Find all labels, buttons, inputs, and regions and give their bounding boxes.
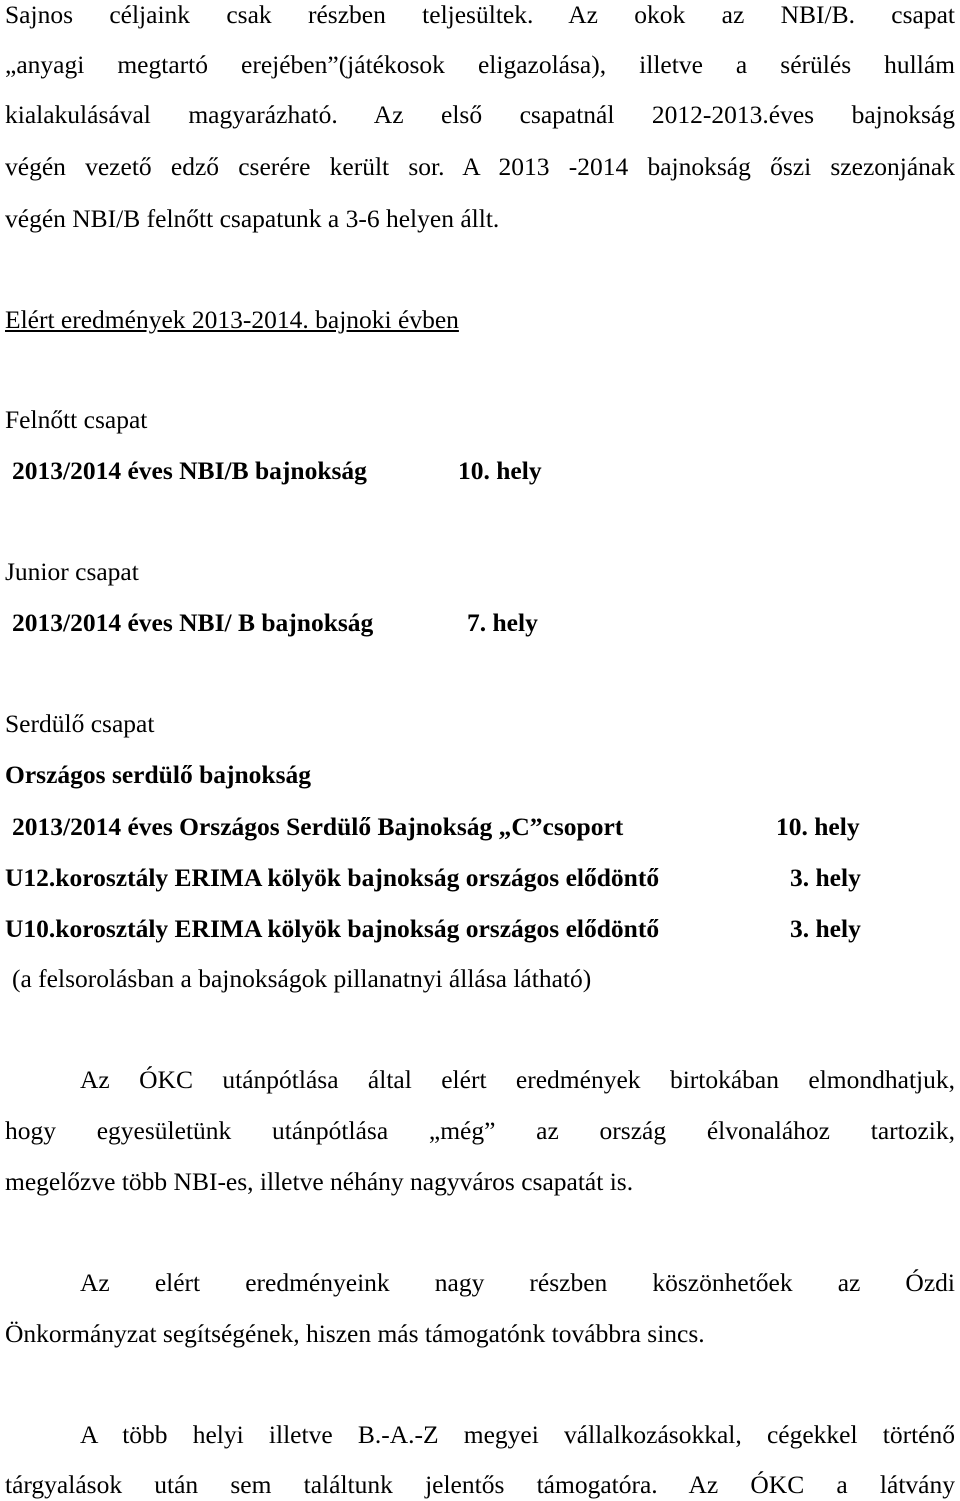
cadet-subheading: Országos serdülő bajnokság bbox=[5, 760, 312, 789]
competition-name: U10.korosztály ERIMA kölyök bajnokság országos elődöntő bbox=[5, 914, 660, 943]
placement: 3. hely bbox=[790, 863, 861, 892]
text-line: végén NBI/B felnőtt csapatunk a 3-6 helyen állt. bbox=[5, 204, 500, 233]
results-heading: Elért eredmények 2013-2014. bajnoki évben bbox=[5, 305, 459, 334]
junior-team-label: Junior csapat bbox=[5, 557, 139, 586]
competition-name: 2013/2014 éves NBI/B bajnokság bbox=[12, 456, 367, 485]
placement: 3. hely bbox=[790, 914, 861, 943]
placement: 7. hely bbox=[467, 608, 538, 637]
competition-name: 2013/2014 éves NBI/ B bajnokság bbox=[12, 608, 374, 637]
text-line: tárgyalások után sem találtunk jelentős támogatóra. Az ÓKC a látvány bbox=[5, 1470, 955, 1499]
text-line: Az ÓKC utánpótlása által elért eredmények birtokában elmondhatjuk, bbox=[80, 1065, 955, 1094]
competition-name: 2013/2014 éves Országos Serdülő Bajnokság „C”csoport bbox=[12, 812, 624, 841]
text-line: megelőzve több NBI-es, illetve néhány nagyváros csapatát is. bbox=[5, 1167, 634, 1196]
text-line: kialakulásával magyarázható. Az első csapatnál 2012-2013.éves bajnokság bbox=[5, 100, 955, 129]
text-line: végén vezető edző cserére került sor. A 2013 -2014 bajnokság őszi szezonjának bbox=[5, 152, 955, 181]
text-line: „anyagi megtartó erejében”(játékosok eligazolása), illetve a sérülés hullám bbox=[5, 50, 955, 79]
adult-team-label: Felnőtt csapat bbox=[5, 405, 148, 434]
junior-result-row bbox=[12, 608, 612, 638]
text-line: A több helyi illetve B.-A.-Z megyei vállalkozásokkal, cégekkel történő bbox=[80, 1420, 955, 1449]
text-line: Az elért eredményeink nagy részben köszönhetőek az Ózdi bbox=[80, 1268, 955, 1297]
text-line: hogy egyesületünk utánpótlása „még” az ország élvonalához tartozik, bbox=[5, 1116, 955, 1145]
adult-result-row bbox=[12, 456, 612, 486]
cadet-result-row bbox=[5, 914, 955, 944]
placement: 10. hely bbox=[776, 812, 860, 841]
text-line: Sajnos céljaink csak részben teljesültek. Az okok az NBI/B. csapat bbox=[5, 0, 955, 29]
cadet-result-row bbox=[12, 812, 952, 842]
cadet-team-label: Serdülő csapat bbox=[5, 709, 155, 738]
competition-name: U12.korosztály ERIMA kölyök bajnokság országos elődöntő bbox=[5, 863, 660, 892]
placement: 10. hely bbox=[458, 456, 542, 485]
text-line: Önkormányzat segítségének, hiszen más támogatónk továbbra sincs. bbox=[5, 1319, 705, 1348]
cadet-result-row bbox=[5, 863, 955, 893]
standings-note: (a felsorolásban a bajnokságok pillanatnyi állása látható) bbox=[12, 964, 592, 993]
